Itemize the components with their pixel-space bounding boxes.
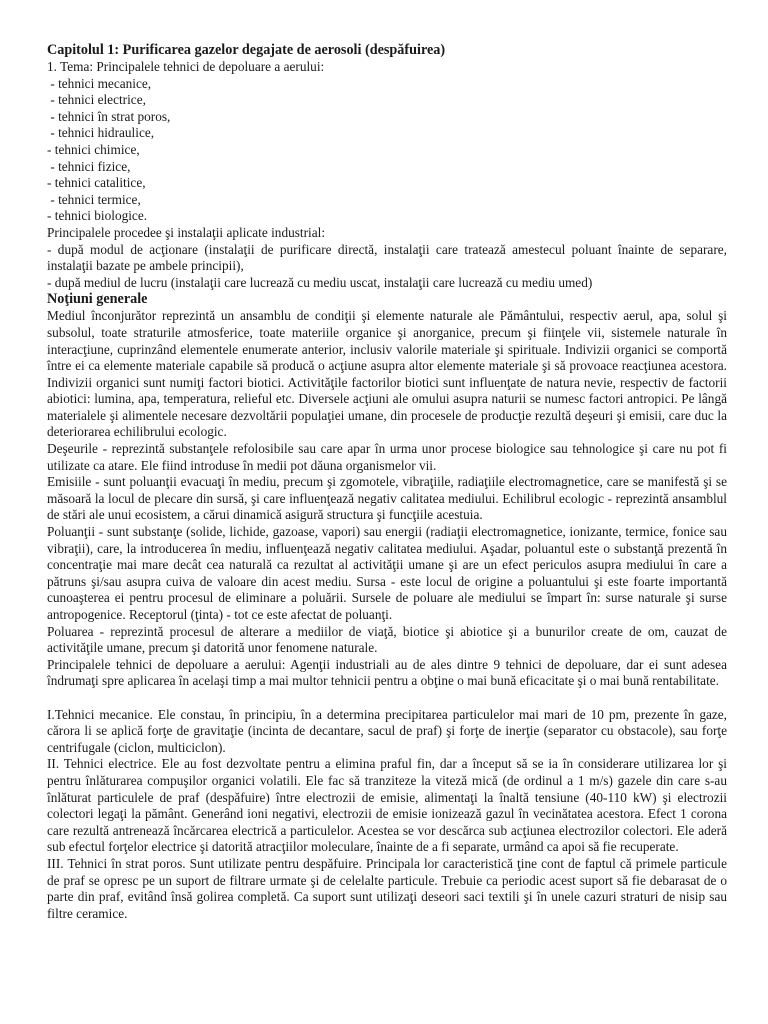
- techniques-list: [47, 76, 727, 225]
- technique-item: - tehnici în strat poros,: [47, 108, 171, 124]
- body-paragraph: Mediul înconjurător reprezintă un ansamblu de condiţii şi elemente naturale ale Pământului, respectiv aerul, apa, solul şi subsolul, toate straturile atmosferice, toate materiile organice şi anorganice, precum şi fiinţele vii, sistemele naturale în interacţiune, cuprinzând elementele enumerate anterior, inclusiv valorile materiale şi spirituale. Indivizii organici se comportă între ei ca elemente materiale capabile să producă o acţiune asupra altor elemente materiale şi să provoace reacţiunea acestora. Indivizii organici sunt numiţi factori biotici. Activităţile factorilor biotici sunt influenţate de natura nevie, respectiv de factorii abiotici: lumina, apa, temperatura, relieful etc. Diversele acţiuni ale omului asupra naturii se numesc factori antropici. Pe lângă materialele şi alimentele necesare dezvoltării populaţiei umane, din procesele de producţie rezultă deşeuri şi emisii, care duc la deteriorarea echilibrului ecologic.: [47, 308, 727, 440]
- body-paragraph: Poluanţii - sunt substanţe (solide, lichide, gazoase, vapori) sau energii (radiaţii electromagnetice, ionizante, termice, fonice sau vibraţii), care, la introducerea în mediu, influenţează negativ calitatea mediului. Aşadar, poluantul este o substanţă prezentă în concentraţie mai mare decât cea naturală ca rezultat al activităţii umane şi are un efect periculos asupra mediului în care a pătruns şi/sau asupra cuiva de valoare din acest mediu. Sursa - este locul de origine a poluantului şi este foarte importantă cunoaşterea ei pentru procesul de eliminare a poluării. Sursele de poluare ale mediului se împart în: surse naturale şi surse antropogenice. Receptorul (ţinta) - tot ce este afectat de poluanţi.: [47, 524, 727, 622]
- body-paragraph: Emisiile - sunt poluanţii evacuaţi în mediu, precum şi zgomotele, vibraţiile, radiaţiile electromagnetice, care se manifestă şi se măsoară la locul de plecare din sursă, şi care influenţează negativ calitatea mediului. Echilibrul ecologic - reprezintă ansamblul de stări ale unui ecosistem, a cărui dinamică asigură structura şi funcţiile acestuia.: [47, 474, 727, 523]
- chapter-title: Capitolul 1: Purificarea gazelor degajate de aerosoli (despăfuirea): [47, 42, 446, 58]
- technique-paragraph: I.Tehnici mecanice. Ele constau, în principiu, în a determina precipitarea particulelor mai mari de 10 pm, prezente în gaze, cărora li se aplică forţe de gravitaţie (incinta de decantare, sacul de praf) şi forţe de inerţie (separator cu obstacole), sau forţe centrifugale (ciclon, multiciclon).: [47, 706, 727, 755]
- technique-item: - tehnici mecanice,: [47, 75, 152, 91]
- technique-item: - tehnici chimice,: [47, 141, 140, 157]
- procedures-intro: Principalele procedee şi instalaţii aplicate industrial:: [47, 224, 326, 240]
- body-paragraph: Principalele tehnici de depoluare a aerului: Agenţii industriali au de ales dintre 9 tehnici de depoluare, dar ei sunt adesea îndrumaţi spre aplicarea în acelaşi timp a mai multor tehnicii pentru a obţine o mai bună eficacitate şi o mai bună rentabilitate.: [47, 656, 727, 689]
- technique-paragraph: III. Tehnici în strat poros. Sunt utilizate pentru despăfuire. Principala lor caracteristică ţine cont de faptul că primele particule de praf se opresc pe un suport de filtrare urmate şi de celelalte particule. Trebuie ca periodic acest suport să fie debarasat de o parte din praf, evitând însă golirea completă. Ca suport sunt utilizaţi deseori saci textili şi în unele cazuri straturi de nisip sau filtre ceramice.: [47, 855, 727, 921]
- technique-paragraph: II. Tehnici electrice. Ele au fost dezvoltate pentru a elimina praful fin, dar a început să se ia în considerare utilizarea lor şi pentru înlăturarea compuşilor organici volatili. Ele fac să tranziteze la viteză mică (de ordinul a 1 m/s) gazele din care s-au înlăturat particulele de praf (despăfuire) între electrozii de emisie, alimentaţi la înaltă tensiune (40-110 kW) şi electrozii colectori legaţi la pământ. Generând ioni negativi, electrozii de emisie ionizează gazul în vecinătatea acestora. Efect 1 corona care rezultă antrenează încărcarea electrică a particulelor. Acestea se vor descărca sub acţiunea electrozilor colectori. Ele aderă sub efectul forţelor electrice şi datorită atracţiilor moleculare, înainte de a fi separate, urmând ca apoi să fie recuperate.: [47, 756, 727, 855]
- technique-item: - tehnici catalitice,: [47, 175, 146, 191]
- theme-line: 1. Tema: Principalele tehnici de depoluare a aerului:: [47, 59, 325, 74]
- section-heading: Noţiuni generale: [47, 291, 148, 308]
- technique-item: - tehnici termice,: [47, 191, 141, 207]
- technique-item: - tehnici biologice.: [47, 208, 148, 224]
- technique-item: - tehnici electrice,: [47, 92, 146, 108]
- technique-item: - tehnici fizice,: [47, 158, 131, 174]
- procedure-item: - după mediul de lucru (instalaţii care lucrează cu mediu uscat, instalaţii care lucrează cu mediu umed): [47, 274, 593, 290]
- technique-item: - tehnici hidraulice,: [47, 125, 155, 141]
- body-paragraph: Deşeurile - reprezintă substanţele refolosibile sau care apar în urma unor procese biologice sau tehnologice şi care nu pot fi utilizate ca atare. Ele fiind introduse în medii pot dăuna organismelor vii.: [47, 441, 727, 473]
- paragraph-spacer: [47, 690, 727, 707]
- procedure-item: - după modul de acţionare (instalaţii de purificare directă, instalaţii care tratează amestecul poluant înainte de separare, instalaţii bazate pe ambele principii),: [47, 241, 727, 274]
- body-paragraph: Poluarea - reprezintă procesul de alterare a mediilor de viaţă, biotice şi abiotice şi a bunurilor create de om, cauzat de activităţile umane, precum şi datorită unor fenomene naturale.: [47, 623, 727, 656]
- document-page: [47, 42, 727, 922]
